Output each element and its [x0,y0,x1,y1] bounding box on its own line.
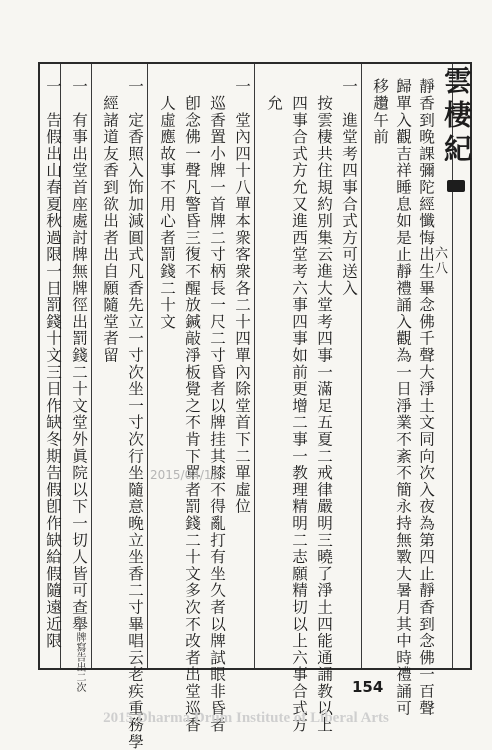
inline-note: 牌寫告出二次 [74,632,85,693]
footer-watermark: 2015 Dharma Drum Institute of Liberal Arts [103,710,389,726]
column-rule [254,64,255,668]
text-column-15: 一 告假出山春夏秋過限一日罰錢十文三日作缺冬期告假卽作缺給假隨遠近限 [44,78,62,650]
column-rule [147,64,148,668]
text-column-14-body: 一 有事出堂首座處討牌無牌徑出罰錢二十文堂外眞院以下一切人皆可查舉 [70,78,88,633]
text-column-10: 卽念佛一聲凡警昏三復不醒放鍼敲淨板覺之不肯下單者罰錢二十文多次不改者出堂巡香 [183,78,201,734]
text-column-11: 人虛應故事不用心者罰錢二十文 [158,78,176,330]
date-stamp: 2015/04/17 [150,468,220,482]
text-column-2: 歸單入觀吉祥睡息如是止靜禮誦入觀為一日淨業不紊不簡永持無斁大暑月其中時禮誦可 [394,78,412,717]
text-column-9: 巡香置小牌一首牌二寸柄長一尺二寸昏者以牌挂其膝不得亂打有坐久者以牌試眼非昏者 [208,78,226,734]
page-number: 154 [352,678,384,696]
page-title: 雲棲紀 [440,66,473,168]
text-column-13: 經諸道友香到欲出者出自願隨堂者留 [101,78,119,364]
text-column-6: 四事合式方允又進西堂考六事四事如前更增二事一教理精明二志願精切以上六事合式方 [290,78,308,734]
text-column-1: 靜香到晚課彌陀經懺悔出生畢念佛千聲大淨土文同向次入夜為第四止靜香到念佛一百聲 [417,78,435,717]
text-column-12: 一 定香照入饰加減圓式凡香先立一寸次坐一寸次行坐隨意晚立坐香二寸畢唱云老疾重務學 [126,78,144,750]
text-column-4: 一 進堂考四事合式方可送入 [340,78,358,297]
text-column-3: 移趲午前 [371,78,389,146]
column-rule [91,64,92,668]
text-column-5: 按雲棲共住規約別集云進大堂考四事一滿足五夏二戒律嚴明三曉了淨土四能通誦教以上 [315,78,333,734]
text-column-8: 一 堂內四十八單本衆客衆各二十四單內除堂首下二單虛位 [233,78,251,515]
text-column-7: 允 [265,78,283,112]
text-column-14 [68,78,90,693]
title-mark-icon [447,180,465,192]
column-rule [361,64,362,668]
folio-number: 六八 [432,246,447,276]
